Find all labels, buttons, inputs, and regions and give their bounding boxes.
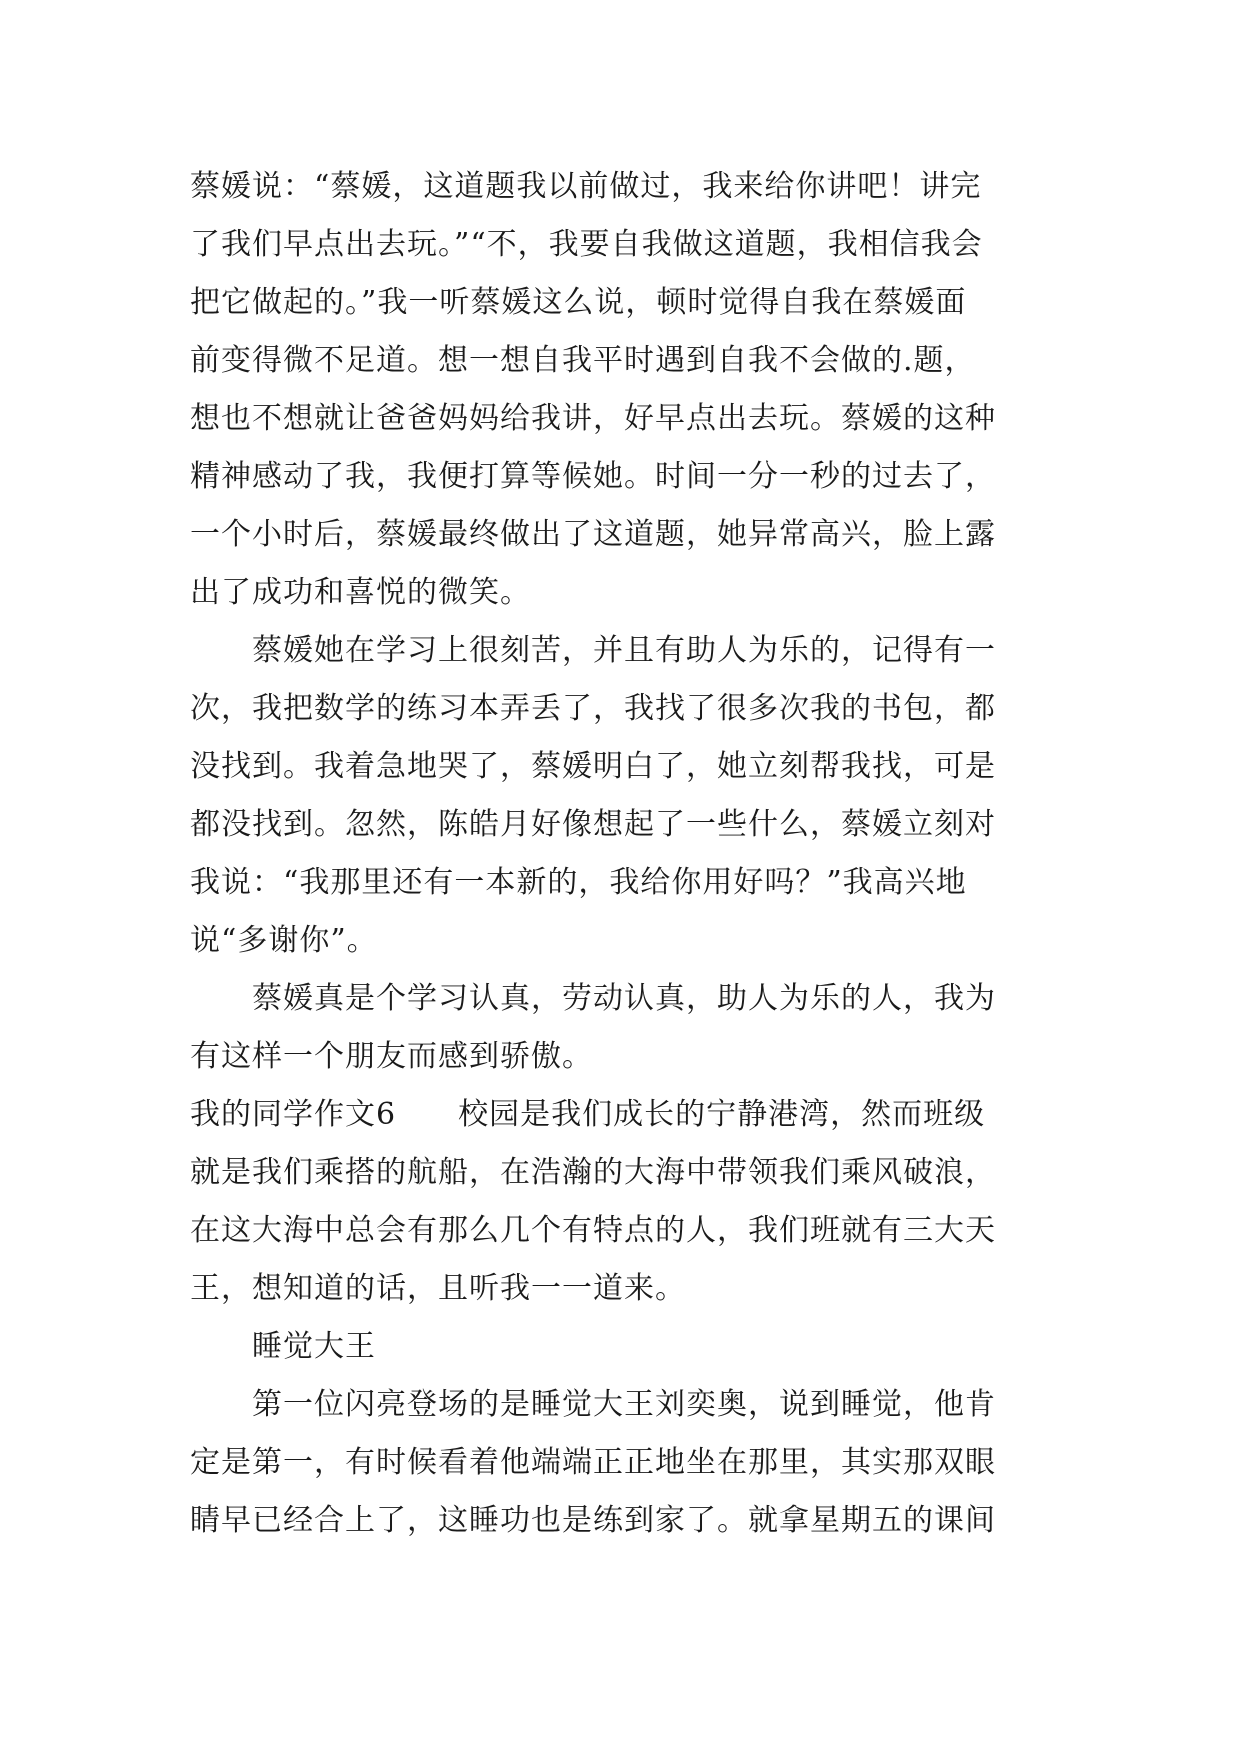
text-line: 蔡媛真是个学习认真，劳动认真，助人为乐的人，我为 (252, 981, 996, 1016)
text-line: 睡觉大王 (252, 1329, 376, 1364)
text-line: 王，想知道的话，且听我一一道来。 (190, 1271, 686, 1306)
text-line: 有这样一个朋友而感到骄傲。 (190, 1039, 593, 1074)
text-line: 出了成功和喜悦的微笑。 (190, 575, 531, 610)
text-line: 第一位闪亮登场的是睡觉大王刘奕奥，说到睡觉，他肯 (252, 1387, 996, 1422)
text-line: 蔡媛说：“蔡媛，这道题我以前做过，我来给你讲吧！讲完 (190, 169, 982, 204)
text-line: 想也不想就让爸爸妈妈给我讲，好早点出去玩。蔡媛的这种 (190, 401, 996, 436)
text-line: 没找到。我着急地哭了，蔡媛明白了，她立刻帮我找，可是 (190, 749, 996, 784)
text-line: 睛早已经合上了，这睡功也是练到家了。就拿星期五的课间 (190, 1503, 996, 1538)
text-line: 都没找到。忽然，陈皓月好像想起了一些什么，蔡媛立刻对 (190, 807, 996, 842)
text-line: 我说：“我那里还有一本新的，我给你用好吗？”我高兴地 (190, 865, 967, 900)
text-line: 把它做起的。”我一听蔡媛这么说，顿时觉得自我在蔡媛面 (190, 285, 967, 320)
document-body (190, 158, 1060, 1550)
text-line: 就是我们乘搭的航船，在浩瀚的大海中带领我们乘风破浪， (190, 1155, 996, 1190)
text-line: 次，我把数学的练习本弄丢了，我找了很多次我的书包，都 (190, 691, 996, 726)
text-line: 说“多谢你”。 (190, 923, 378, 958)
text-line: 定是第一，有时候看着他端端正正地坐在那里，其实那双眼 (190, 1445, 996, 1480)
text-line: 精神感动了我，我便打算等候她。时间一分一秒的过去了， (190, 459, 996, 494)
text-line: 前变得微不足道。想一想自我平时遇到自我不会做的.题， (190, 343, 976, 378)
text-line: 在这大海中总会有那么几个有特点的人，我们班就有三大天 (190, 1213, 996, 1248)
text-line: 我的同学作文6 校园是我们成长的宁静港湾，然而班级 (190, 1097, 986, 1132)
text-line: 蔡媛她在学习上很刻苦，并且有助人为乐的，记得有一 (252, 633, 996, 668)
text-line: 一个小时后，蔡媛最终做出了这道题，她异常高兴，脸上露 (190, 517, 996, 552)
text-line: 了我们早点出去玩。”“不，我要自我做这道题，我相信我会 (190, 227, 983, 262)
